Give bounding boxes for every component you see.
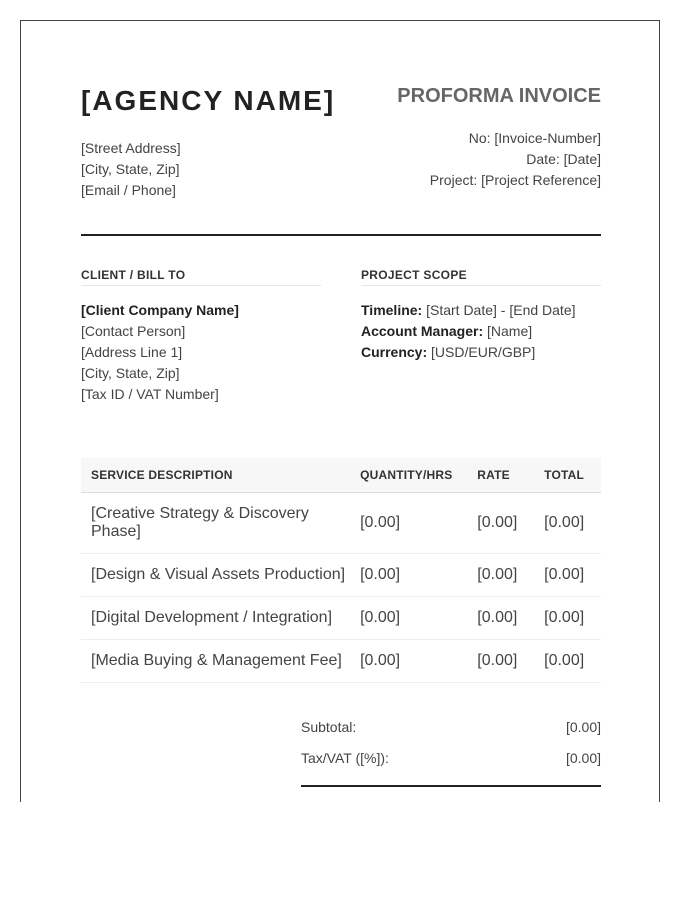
scope-manager-value: [Name] <box>483 323 533 339</box>
subtotal-value: [0.00] <box>565 719 601 735</box>
service-rate: [0.00] <box>467 597 534 640</box>
header-total: TOTAL <box>534 458 601 493</box>
service-total: [0.00] <box>534 493 601 554</box>
client-city: [City, State, Zip] <box>81 365 180 381</box>
invoice-date-label: Date: <box>526 151 564 167</box>
scope-timeline-label: Timeline: <box>361 302 423 318</box>
agency-city: [City, State, Zip] <box>81 161 180 177</box>
totals-divider <box>301 785 601 787</box>
services-table-header <box>81 458 601 493</box>
header-quantity: QUANTITY/HRS <box>350 458 467 493</box>
service-total: [0.00] <box>534 597 601 640</box>
invoice-date <box>430 149 601 170</box>
agency-address <box>81 138 181 201</box>
tax-label: Tax/VAT ([%]): <box>301 750 389 766</box>
invoice-project <box>430 170 601 191</box>
service-description: [Creative Strategy & Discovery Phase] <box>81 493 350 554</box>
tax-value: [0.00] <box>565 750 601 766</box>
services-table-body <box>81 493 601 683</box>
scope-timeline-value: [Start Date] - [End Date] <box>422 302 576 318</box>
invoice-number-label: No: <box>468 130 495 146</box>
services-table <box>81 458 601 683</box>
service-quantity: [0.00] <box>350 597 467 640</box>
services-header-row <box>81 458 601 493</box>
scope-section-title: PROJECT SCOPE <box>361 268 601 286</box>
service-quantity: [0.00] <box>350 640 467 683</box>
service-description: [Digital Development / Integration] <box>81 597 350 640</box>
client-details <box>81 300 239 405</box>
service-quantity: [0.00] <box>350 554 467 597</box>
header-service-description: SERVICE DESCRIPTION <box>81 458 350 493</box>
service-rate: [0.00] <box>467 640 534 683</box>
client-address-line: [Address Line 1] <box>81 344 183 360</box>
scope-currency-value: [USD/EUR/GBP] <box>427 344 536 360</box>
table-row <box>81 640 601 683</box>
agency-contact: [Email / Phone] <box>81 182 176 198</box>
table-row <box>81 597 601 640</box>
invoice-title: PROFORMA INVOICE <box>397 85 601 107</box>
table-row <box>81 493 601 554</box>
scope-currency-label: Currency: <box>361 344 428 360</box>
scope-manager-label: Account Manager: <box>361 323 484 339</box>
invoice-page <box>20 20 660 802</box>
service-description: [Media Buying & Management Fee] <box>81 640 350 683</box>
client-company: [Client Company Name] <box>81 302 239 318</box>
subtotal-label: Subtotal: <box>301 719 357 735</box>
table-row <box>81 554 601 597</box>
invoice-date-value: [Date] <box>563 151 601 167</box>
service-quantity: [0.00] <box>350 493 467 554</box>
invoice-project-value: [Project Reference] <box>481 172 601 188</box>
invoice-meta <box>430 128 601 191</box>
agency-street: [Street Address] <box>81 140 181 156</box>
service-total: [0.00] <box>534 554 601 597</box>
scope-manager <box>361 321 576 342</box>
invoice-number <box>430 128 601 149</box>
header-rate: RATE <box>467 458 534 493</box>
tax-row <box>301 749 601 780</box>
service-rate: [0.00] <box>467 554 534 597</box>
service-rate: [0.00] <box>467 493 534 554</box>
scope-timeline <box>361 300 576 321</box>
scope-details <box>361 300 576 363</box>
client-tax-id: [Tax ID / VAT Number] <box>81 386 219 402</box>
agency-name: [AGENCY NAME] <box>81 85 336 116</box>
service-total: [0.00] <box>534 640 601 683</box>
header-divider <box>81 234 601 236</box>
invoice-project-label: Project: <box>429 172 482 188</box>
service-description: [Design & Visual Assets Production] <box>81 554 350 597</box>
scope-currency <box>361 342 576 363</box>
totals-block <box>301 718 601 780</box>
subtotal-row <box>301 718 601 749</box>
client-section-title: CLIENT / BILL TO <box>81 268 321 286</box>
client-contact-person: [Contact Person] <box>81 323 186 339</box>
invoice-number-value: [Invoice-Number] <box>494 130 601 146</box>
